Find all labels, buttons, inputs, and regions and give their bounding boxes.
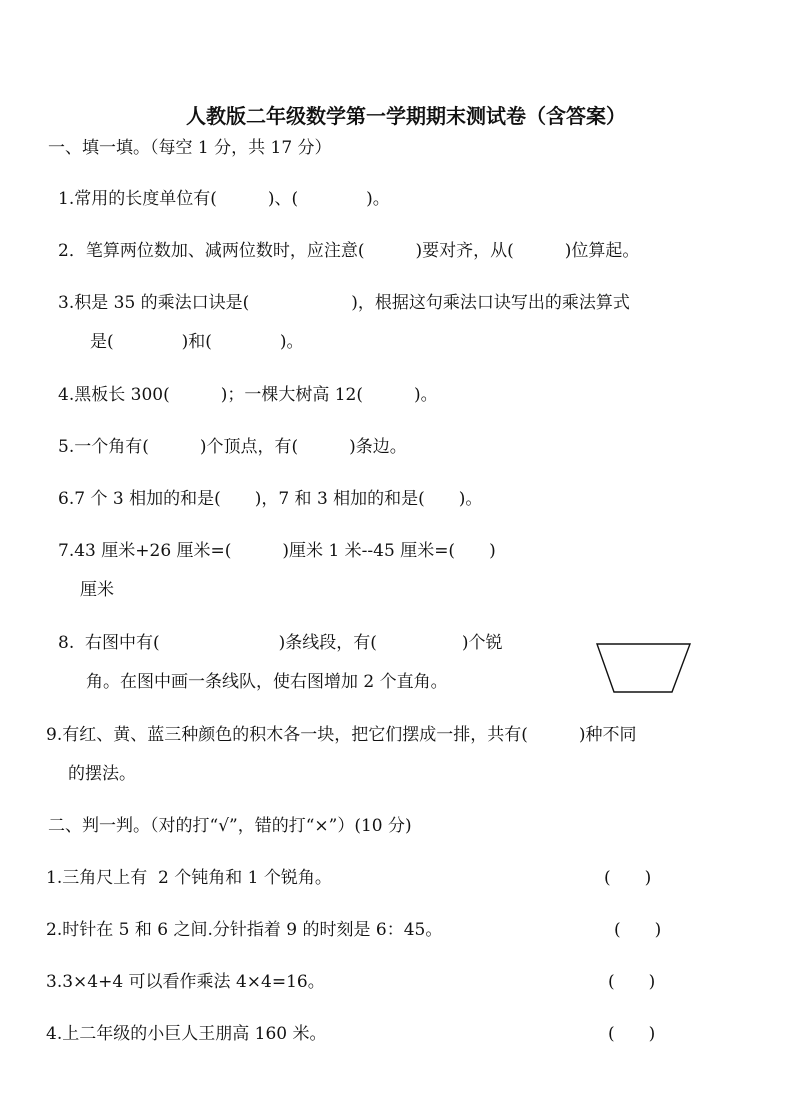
question-7-line1: 7.43 厘米+26 厘米=( )厘米 1 米--45 厘米=( ) [58,541,496,561]
answer-bracket-4[interactable]: ( ) [608,1024,656,1044]
trapezoid-figure [596,643,692,695]
question-3-line2: 是( )和( )。 [90,332,304,352]
judge-item-3: 3.3×4+4 可以看作乘法 4×4=16。 [46,972,325,992]
question-3-line1: 3.积是 35 的乘法口诀是( )，根据这句乘法口诀写出的乘法算式 [58,293,630,313]
question-6: 6.7 个 3 相加的和是( )，7 和 3 相加的和是( )。 [58,489,483,509]
judge-item-4: 4.上二年级的小巨人王朋高 160 米。 [46,1024,327,1044]
question-8-line2: 角。在图中画一条线队，使右图增加 2 个直角。 [86,672,448,692]
question-1: 1.常用的长度单位有( )、( )。 [58,189,390,209]
question-2: 2．笔算两位数加、减两位数时，应注意( )要对齐，从( )位算起。 [58,241,640,261]
question-4: 4.黑板长 300( )；一棵大树高 12( )。 [58,385,438,405]
question-9-line1: 9.有红、黄、蓝三种颜色的积木各一块，把它们摆成一排，共有( )种不同 [46,725,637,745]
question-9-line2: 的摆法。 [68,764,136,784]
page-title: 人教版二年级数学第一学期期末测试卷（含答案） [186,104,626,128]
judge-item-2: 2.时针在 5 和 6 之间.分针指着 9 的时刻是 6：45。 [46,920,443,940]
section1-heading: 一、填一填。（每空 1 分，共 17 分） [48,138,332,158]
answer-bracket-1[interactable]: ( ) [604,868,652,888]
question-7-line2: 厘米 [80,580,114,600]
answer-bracket-3[interactable]: ( ) [608,972,656,992]
answer-bracket-2[interactable]: ( ) [614,920,662,940]
question-8-line1: 8. 右图中有( )条线段，有( )个锐 [58,633,503,653]
question-5: 5.一个角有( )个顶点，有( )条边。 [58,437,407,457]
section2-heading: 二、判一判。（对的打“√”，错的打“×”）(10 分) [48,816,412,836]
judge-item-1: 1.三角尺上有 2 个钝角和 1 个锐角。 [46,868,332,888]
